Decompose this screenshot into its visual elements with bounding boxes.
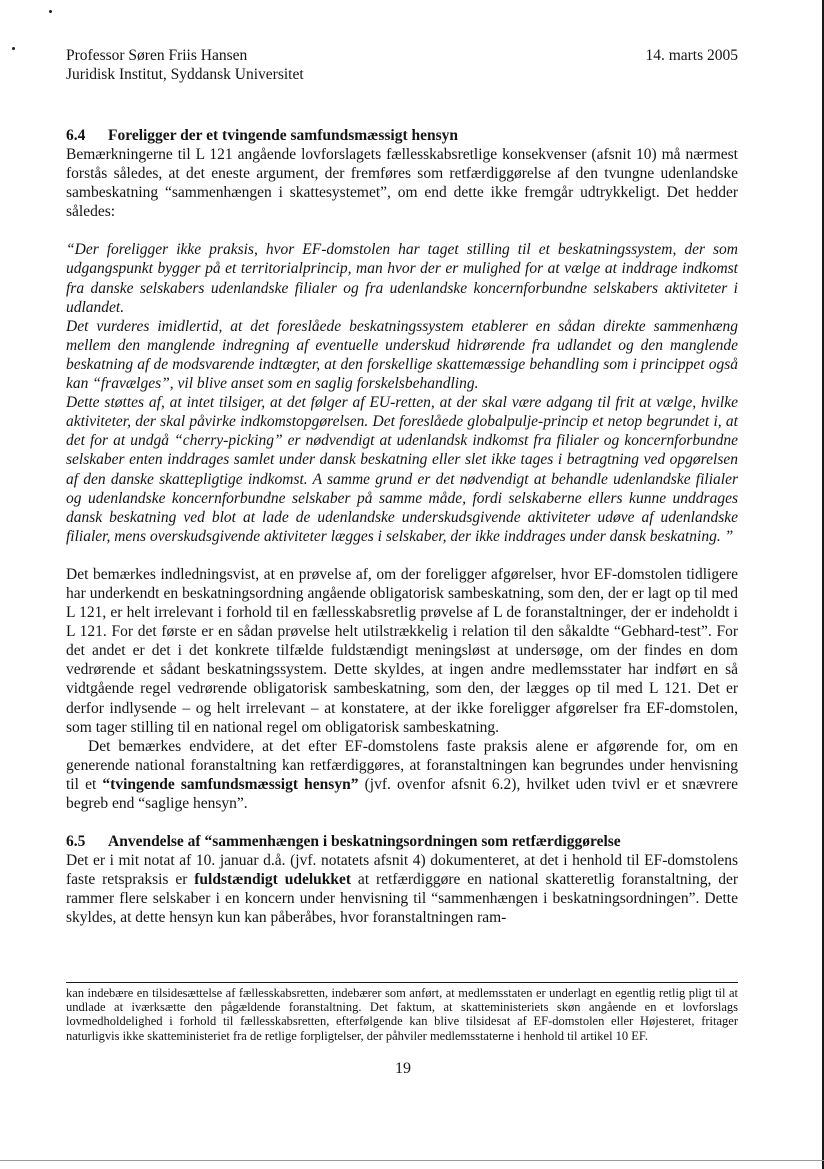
text-run: Det er i mit notat af 10. januar d.å. (jvf. notatets afsnit 4) dokumenteret, at det i henhold til EF-domstolens faste retspraksis er (66, 852, 738, 889)
header-author: Professor Søren Friis Hansen (66, 47, 248, 64)
intro-paragraph: Bemærkningerne til L 121 angående lovforslagets fællesskabsretlige konsekvenser (afsnit 10) må nærmest forstås således, at det eneste argument, der fremføres som retfærdiggørelse af den tvungne udenlandske sambeskatning “sammenhængen i skattesystemet”, om end dette ikke fremgår udtrykkeligt. Det hedder således: (66, 146, 738, 221)
text-run: Det bemærkes endvidere, at det efter EF-domstolens faste praksis alene er afgørende for, om en generende national foranstaltning kan retfærdiggøres, at foranstaltningen kan begrundes under henvisning til et (66, 737, 738, 793)
scan-bottom-line (0, 1160, 824, 1161)
section-number: 6.4 (66, 127, 86, 144)
footnote-divider (66, 982, 738, 983)
footnote: kan indebære en tilsidesættelse af fællesskabsretten, indebærer som anført, at medlemsstaten er underlagt en egentlig retlig pligt til at undlade at iværksætte den pågældende foranstaltning. Det faktum, at skatteministeriets skøn angående en et lovforslags lovmedholdelighed i forhold til fællesskabsretten, efterfølgende kan blive tilsidesat af EF-domstolen eller Højesteret, fritager naturligvis ikke skatteministeriet fra de retlige forpligtelser, der påhviler medlemsstaterne i henhold til artikel 10 EF. (66, 986, 738, 1043)
page-header (66, 46, 738, 84)
body-paragraph (66, 737, 738, 813)
body-paragraph (66, 851, 738, 927)
block-quote (66, 240, 738, 546)
text-run: (jvf. ovenfor afsnit 6.2), hvilket uden tvivl er et snævrere begreb end “saglige hensyn”. (66, 775, 738, 812)
scan-speck (12, 47, 15, 50)
scan-speck (49, 10, 52, 13)
section-heading-6-4 (66, 126, 738, 145)
header-institution: Juridisk Institut, Syddansk Universitet (66, 66, 304, 83)
page-number: 19 (395, 1060, 411, 1077)
header-date: 14. marts 2005 (645, 47, 738, 64)
quote-paragraph: Dette støttes af, at intet tilsiger, at det følger af EU-retten, at der skal være adgang til frit at vælge, hvilke aktiviteter, der skal påvirke indkomstopgørelsen. Det foreslåede globalpulje-princip et netop begrundet i, at det for at undgå “cherry-picking” er nødvendigt at udenlandsk indkomst fra filialer og koncernforbundne selskaber enten inddrages samlet under dansk beskatning eller slet ikke tages i betragtning ved opgørelsen af den danske skattepligtige indkomst. A samme grund er det nødvendigt at behandle udenlandske filialer og udenlandske koncernforbundne selskaber på samme måde, fordi selskaberne ellers kunne unddrages dansk beskatning ved blot at lade de udenlandske underskudsgivende aktiviteter udøve af udenlandske filialer, mens overskudsgivende aktiviteter lægges i selskaber, der ikke inddrages under dansk beskatning. ” (66, 394, 738, 545)
section-number: 6.5 (66, 833, 86, 851)
section-heading-6-5 (66, 832, 738, 851)
body-paragraph: Det bemærkes indledningsvist, at en prøvelse af, om der foreligger afgørelser, hvor EF-domstolen tidligere har underkendt en beskatningsordning angående obligatorisk sambeskatning, som den, der er lagt op til med L 121, er helt irrelevant i forhold til en fællesskabsretlig prøvelse af L de foranstaltninger, der er indeholdt i L 121. For det første er en sådan prøvelse helt utilstrækkelig i relation til den såkaldte “Gebhard-test”. For det andet er det i det konkrete tilfælde fuldstændigt meningsløst at undersøge, om der findes en dom vedrørende et sådant beskatningssystem. Dette skyldes, at ingen andre medlemsstater har indført en så vidtgående regel vedrørende obligatorisk sambeskatning, som den, der lægges op til med L 121. Det er derfor indlysende – og helt irrelevant – at konstatere, at der ikke foreligger afgørelser fra EF-domstolen, som tager stilling til en national regel om obligatorisk sambeskatning. (66, 565, 738, 736)
text-run: at retfærdiggøre en national skatteretlig foranstaltning, der rammer flere selskaber i en koncern under henvisning til “sammenhængen i beskatningsordningen”. Dette skyldes, at dette hensyn kun kan påberåbes, hvor foranstaltningen ram- (66, 871, 738, 927)
emphasis-text: fuldstændigt udelukket (194, 871, 352, 889)
emphasis-text: “tvingende samfundsmæssigt hensyn” (102, 775, 359, 793)
section-title: Anvendelse af “sammenhængen i beskatningsordningen som retfærdiggørelse (108, 833, 621, 851)
page-body (66, 126, 738, 927)
quote-paragraph: “Der foreligger ikke praksis, hvor EF-domstolen har taget stilling til et beskatningssystem, der som udgangspunkt bygger på et territorialprincip, man hvor der er mulighed for at vælge at inddrage indkomst fra danske selskabers udenlandske filialer og fra udenlandske koncernforbundne selskabers aktiviteter i udlandet. (66, 241, 738, 316)
quote-paragraph: Det vurderes imidlertid, at det foreslåede beskatningssystem etablerer en sådan direkte sammenhæng mellem den manglende indregning af eventuelle underskud hidrørende fra udlandet og den manglende beskatning af de modsvarende indtægter, at den forskellige skattemæssige behandling som i princippet også kan “fravælges”, vil blive anset som en saglig forskelsbehandling. (66, 317, 738, 393)
section-title: Foreligger der et tvingende samfundsmæssigt hensyn (108, 127, 459, 144)
